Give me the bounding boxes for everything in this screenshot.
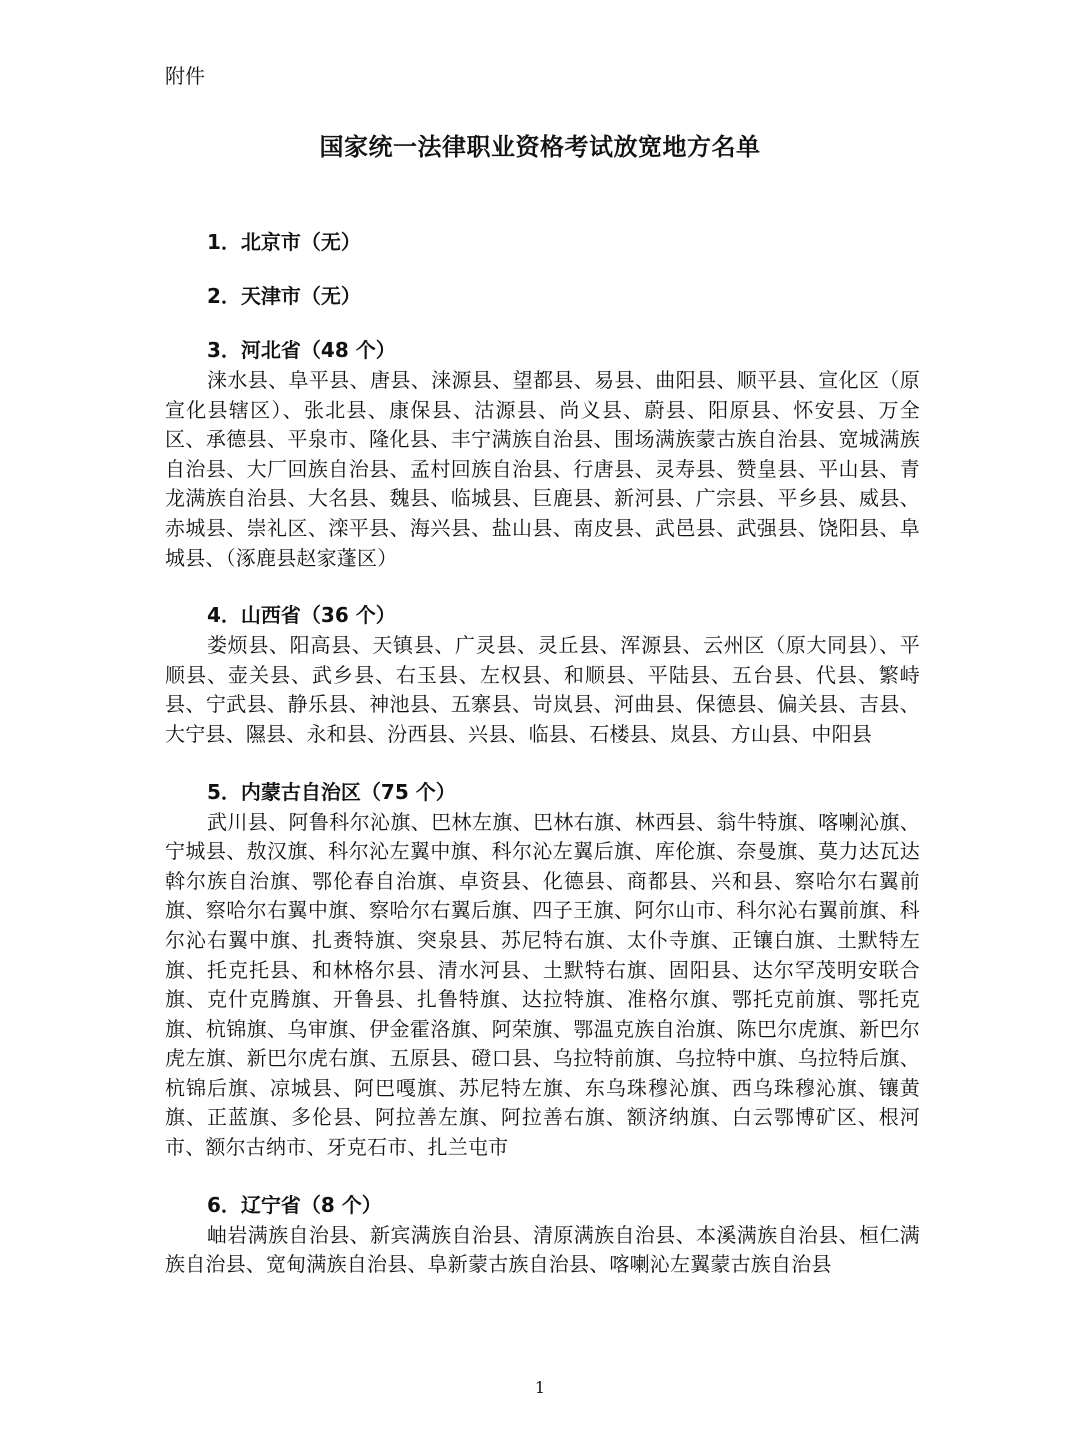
page-number: 1 — [534, 1378, 546, 1397]
section-shanxi — [165, 599, 920, 749]
document-content — [165, 226, 920, 1306]
section-body: 娄烦县、阳高县、天镇县、广灵县、灵丘县、浑源县、云州区（原大同县）、平顺县、壶关县、武乡县、右玉县、左权县、和顺县、平陆县、五台县、代县、繁峙县、宁武县、静乐县、神池县、五寨县、岢岚县、河曲县、保德县、偏关县、吉县、大宁县、隰县、永和县、汾西县、兴县、临县、石楼县、岚县、方山县、中阳县 — [165, 633, 920, 746]
section-heading: 4．山西省（36 个） — [207, 603, 396, 628]
section-hebei — [165, 334, 920, 573]
section-heading: 3．河北省（48 个） — [207, 338, 396, 362]
section-heading: 5．内蒙古自治区（75 个） — [207, 779, 456, 804]
section-heading: 6．辽宁省（8 个） — [207, 1192, 382, 1217]
section-inner-mongolia — [165, 776, 920, 1163]
attachment-label: 附件 — [165, 64, 205, 88]
section-heading: 1．北京市（无） — [207, 230, 361, 254]
section-body: 涞水县、阜平县、唐县、涞源县、望都县、易县、曲阳县、顺平县、宣化区（原宣化县辖区）、张北县、康保县、沽源县、尚义县、蔚县、阳原县、怀安县、万全区、承德县、平泉市、隆化县、丰宁满族自治县、围场满族蒙古族自治县、宽城满族自治县、大厂回族自治县、孟村回族自治县、行唐县、灵寿县、赞皇县、平山县、青龙满族自治县、大名县、魏县、临城县、巨鹿县、新河县、广宗县、平乡县、威县、赤城县、崇礼区、滦平县、海兴县、盐山县、南皮县、武邑县、武强县、饶阳县、阜城县、（涿鹿县赵家蓬区） — [165, 368, 920, 570]
section-body: 岫岩满族自治县、新宾满族自治县、清原满族自治县、本溪满族自治县、桓仁满族自治县、宽甸满族自治县、阜新蒙古族自治县、喀喇沁左翼蒙古族自治县 — [165, 1222, 920, 1277]
section-body: 武川县、阿鲁科尔沁旗、巴林左旗、巴林右旗、林西县、翁牛特旗、喀喇沁旗、宁城县、敖汉旗、科尔沁左翼中旗、科尔沁左翼后旗、库伦旗、奈曼旗、莫力达瓦达斡尔族自治旗、鄂伦春自治旗、卓资县、化德县、商都县、兴和县、察哈尔右翼前旗、察哈尔右翼中旗、察哈尔右翼后旗、四子王旗、阿尔山市、科尔沁右翼前旗、科尔沁右翼中旗、扎赉特旗、突泉县、苏尼特右旗、太仆寺旗、正镶白旗、土默特左旗、托克托县、和林格尔县、清水河县、土默特右旗、固阳县、达尔罕茂明安联合旗、克什克腾旗、开鲁县、扎鲁特旗、达拉特旗、准格尔旗、鄂托克前旗、鄂托克旗、杭锦旗、乌审旗、伊金霍洛旗、阿荣旗、鄂温克族自治旗、陈巴尔虎旗、新巴尔虎左旗、新巴尔虎右旗、五原县、磴口县、乌拉特前旗、乌拉特中旗、乌拉特后旗、杭锦后旗、凉城县、阿巴嘎旗、苏尼特左旗、东乌珠穆沁旗、西乌珠穆沁旗、镶黄旗、正蓝旗、多伦县、阿拉善左旗、阿拉善右旗、额济纳旗、白云鄂博矿区、根河市、额尔古纳市、牙克石市、扎兰屯市 — [165, 809, 920, 1160]
section-heading: 2．天津市（无） — [207, 284, 361, 308]
document-title: 国家统一法律职业资格考试放宽地方名单 — [319, 133, 761, 161]
section-beijing — [165, 226, 920, 258]
section-tianjin — [165, 280, 920, 312]
section-liaoning — [165, 1189, 920, 1280]
